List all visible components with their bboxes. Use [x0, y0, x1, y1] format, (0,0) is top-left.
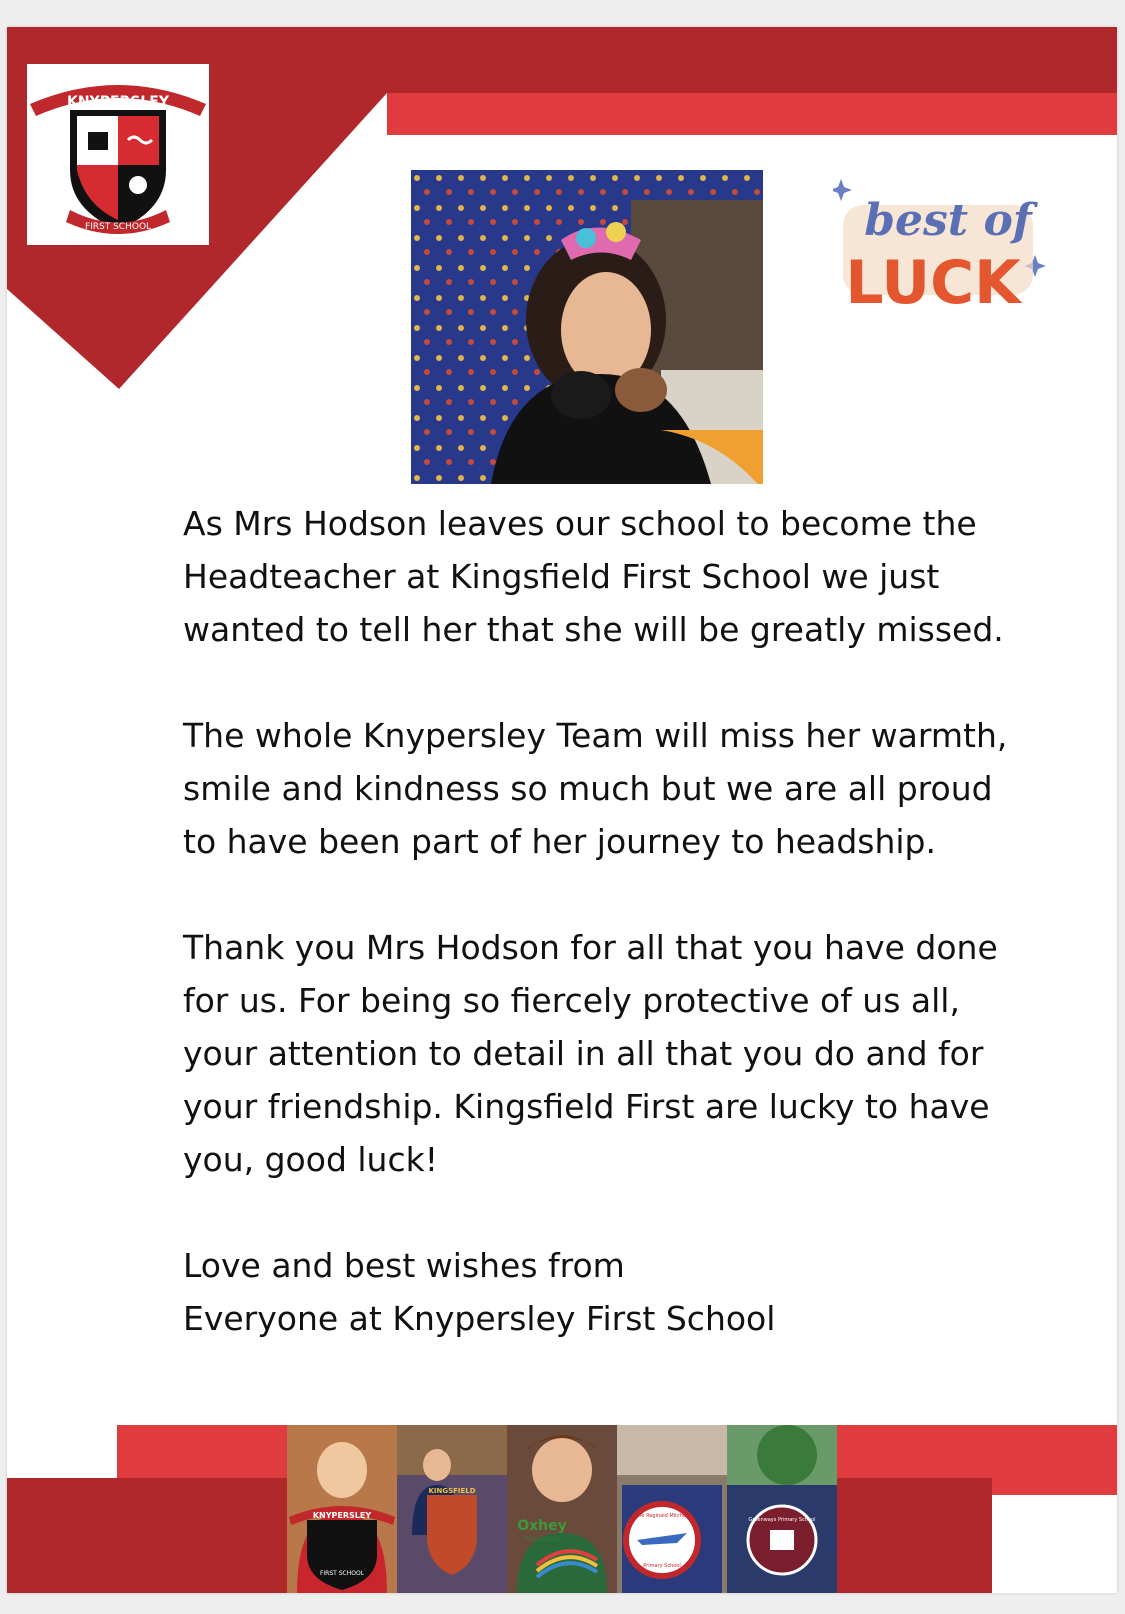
school-subtitle: FIRST SCHOOL: [84, 221, 152, 232]
badge-1-name: KNYPERSLEY: [312, 1511, 372, 1520]
letter-body: [183, 497, 1033, 1345]
page: [7, 27, 1117, 1593]
badge-3-sub: First School: [524, 1536, 560, 1543]
banner-line2: LUCK: [845, 248, 1021, 315]
teacher-with-guinea-pig-photo-icon: [411, 170, 763, 484]
badge-4-name: The Reginald Mitchell: [635, 1513, 689, 1519]
school-name: KNYPERSLEY: [66, 93, 170, 110]
letter-paragraph-1: As Mrs Hodson leaves our school to become the Headteacher at Kingsfield First School we just wanted to tell her that she will be greatly missed.: [183, 504, 1004, 649]
letter-paragraph-3: Thank you Mrs Hodson for all that you have done for us. For being so fiercely protective of us all, your attention to detail in all that you do and for your friendship. Kingsfield First are lucky to have you, good luck!: [183, 928, 998, 1179]
banner-line1: best of: [864, 195, 1032, 246]
top-band-red: [387, 93, 1117, 135]
teacher-photo: [411, 170, 763, 484]
school-crest-icon: [30, 70, 206, 240]
collage-tile-reginald-mitchell: [617, 1425, 727, 1593]
badge-2-name: KINGSFIELD: [428, 1487, 476, 1495]
school-collage-strip: [287, 1425, 837, 1593]
badge-4-sub: Primary School: [643, 1563, 681, 1569]
collage-tile-oxhey: [507, 1425, 617, 1593]
collage-tile-knypersley: [287, 1425, 397, 1593]
collage-tile-kingsfield: [397, 1425, 507, 1593]
best-of-luck-banner: [833, 165, 1063, 315]
letter-paragraph-2: The whole Knypersley Team will miss her warmth, smile and kindness so much but we are all proud to have been part of her journey to headship.: [183, 716, 1008, 861]
school-logo: [27, 64, 209, 245]
badge-1-sub: FIRST SCHOOL: [319, 1570, 365, 1577]
letter-signoff: Love and best wishes from Everyone at Knypersley First School: [183, 1246, 776, 1338]
badge-3-name: Oxhey: [517, 1518, 567, 1534]
badge-5-name: Greenways Primary School: [748, 1517, 816, 1523]
collage-tile-greenways: [727, 1425, 837, 1593]
